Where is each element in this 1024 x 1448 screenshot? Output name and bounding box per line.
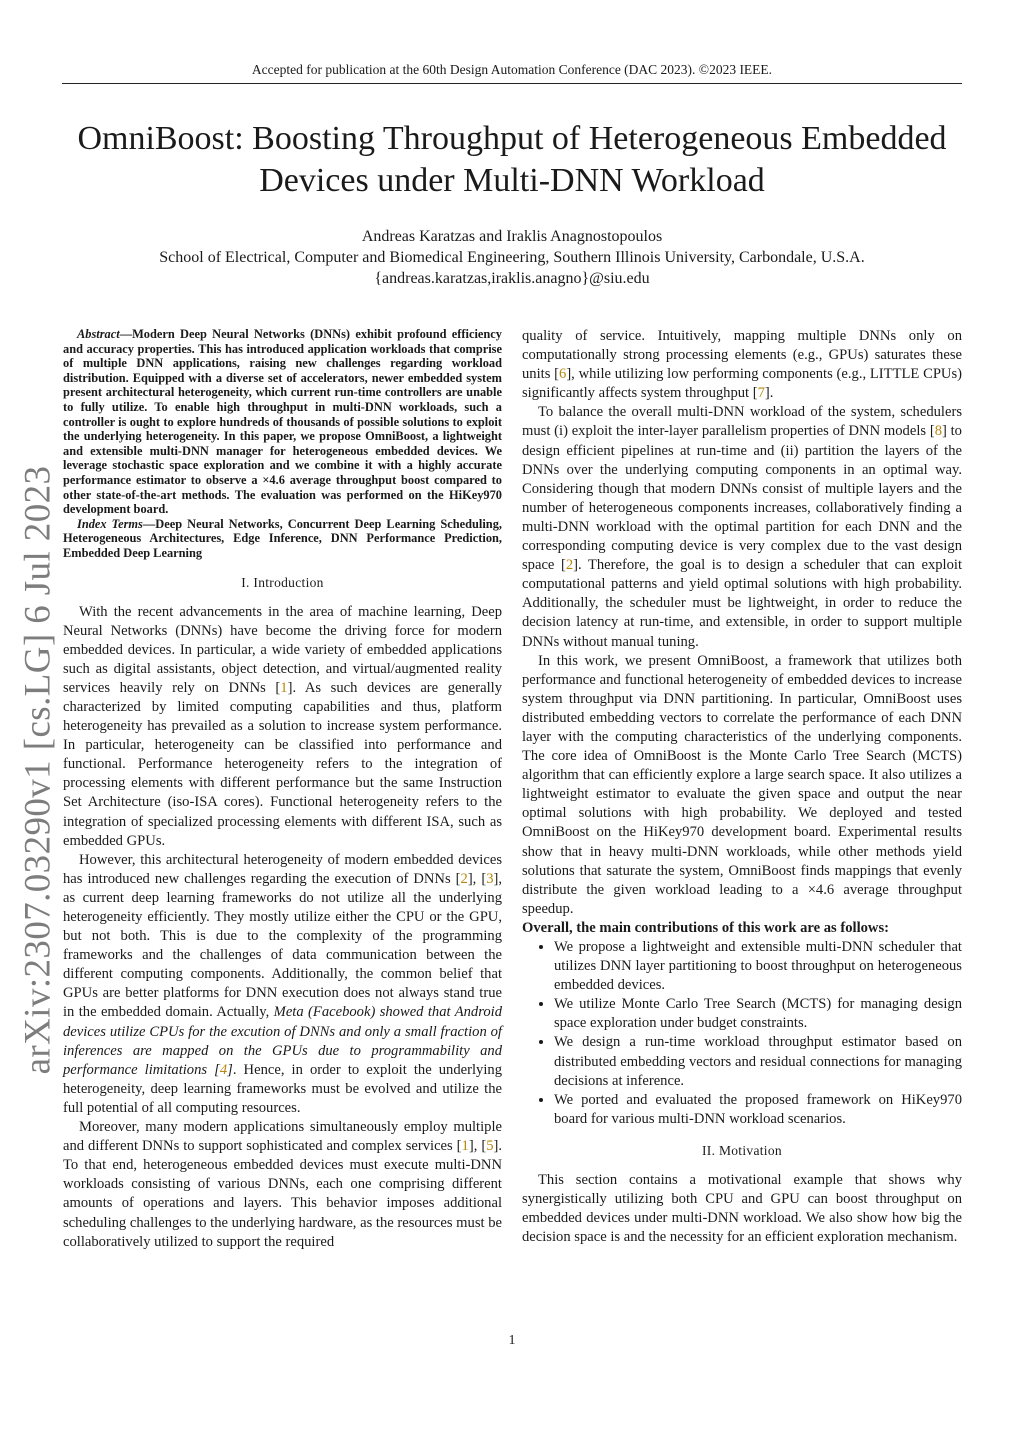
author-email: {andreas.karatzas,iraklis.anagno}@siu.edu bbox=[374, 270, 650, 287]
abstract-label: Abstract bbox=[77, 327, 120, 341]
intro-paragraph-3: Moreover, many modern applications simultaneously employ multiple and different DNNs to support sophisticated and complex services [1], [5]. To that end, heterogeneous embedded devices must execute multi-DNN workloads consisting of various DNNs, each one comprising different amounts of operations and layers. This behavior imposes additional scheduling challenges to the underlying hardware, as the resources must be collaboratively utilized to support the required bbox=[63, 1119, 502, 1250]
abstract-text: —Modern Deep Neural Networks (DNNs) exhibit profound efficiency and accuracy properties. This has introduced application workloads that comprise of multiple DNN applications, raising new challenges regarding workload distribution. Equipped with a diverse set of accelerators, newer embedded system present architectural heterogeneity, which current run-time controllers are unable to fully utilize. To enable high throughput in multi-DNN workloads, such a controller is ought to explore hundreds of thousands of possible solutions to exploit the underlying heterogeneity. In this paper, we propose OmniBoost, a lightweight and extensible multi-DNN manager for heterogeneous embedded devices. We leverage stochastic space exploration and we combine it with a highly accurate performance estimator to observe a ×4.6 average throughput boost compared to other state-of-the-art methods. The evaluation was performed on the HiKey970 development board. bbox=[63, 327, 502, 517]
index-terms bbox=[63, 517, 502, 561]
acceptance-notice: Accepted for publication at the 60th Design Automation Conference (DAC 2023). ©2023 IEEE. bbox=[251, 62, 773, 77]
citation-link[interactable]: 4 bbox=[219, 1061, 228, 1078]
arxiv-stamp bbox=[6, 465, 70, 1075]
citation-link[interactable]: 7 bbox=[757, 385, 765, 402]
contribution-item: • We utilize Monte Carlo Tree Search (MCTS) for managing design space exploration under budget constraints. bbox=[554, 995, 962, 1033]
page-number: 1 bbox=[508, 1333, 516, 1348]
citation-link[interactable]: 2 bbox=[460, 870, 468, 887]
title-line-1: OmniBoost: Boosting Throughput of Heterogeneous Embedded bbox=[77, 120, 947, 157]
citation-link[interactable]: 6 bbox=[559, 366, 567, 383]
citation-link[interactable]: 1 bbox=[461, 1138, 469, 1155]
author-block bbox=[40, 226, 984, 289]
contribution-item: • We design a run-time workload throughput estimator based on distributed embedding vectors and residual connections for managing decisions at inference. bbox=[554, 1033, 962, 1090]
intro-paragraph-4: quality of service. Intuitively, mapping multiple DNNs only on computationally strong processing elements (e.g., GPUs) saturates these units [6], while utilizing low performing components (e.g., LITTLE CPUs) significantly affects system throughput [7]. bbox=[522, 328, 963, 402]
author-names: Andreas Karatzas and Iraklis Anagnostopoulos bbox=[361, 228, 663, 245]
intro-paragraph-1: With the recent advancements in the area of machine learning, Deep Neural Networks (DNNs) have become the driving force for modern embedded devices. In particular, a wide variety of embedded applications such as digital assistants, object detection, and virtual/augmented reality services heavily rely on DNNs [1]. As such devices are generally characterized by limited computing capabilities and thus, platform heterogeneity has prevailed as a solution to increase system performance. In particular, heterogeneity can be classified into performance and functional. Performance heterogeneity refers to the integration of processing elements with different performance but the same Instruction Set Architecture (iso-ISA cores). Functional heterogeneity refers to the integration of specialized processing elements with different ISA, such as embedded GPUs. bbox=[63, 603, 502, 849]
right-column bbox=[522, 327, 962, 1247]
header-rule bbox=[62, 83, 962, 84]
citation-link[interactable]: 1 bbox=[280, 679, 288, 696]
intro-paragraph-6: In this work, we present OmniBoost, a framework that utilizes both performance and functional heterogeneity of embedded devices to increase system throughput via DNN partitioning. In particular, OmniBoost uses distributed embedding vectors to correlate the performance of each DNN layer with the computing characteristics of the underlying components. The core idea of OmniBoost is the Monte Carlo Tree Search (MCTS) algorithm that can efficiently explore a large search space. It also utilizes a lightweight estimator to evaluate the given space and output the near optimal solutions with high probability. We deployed and tested OmniBoost on the HiKey970 development board. Experimental results show that in heavy multi-DNN workloads, while other methods yield solutions that saturate the system, OmniBoost finds mappings that evenly distribute the given workload leading to a ×4.6 average throughput speedup. bbox=[522, 652, 962, 917]
left-column bbox=[63, 327, 502, 1252]
section-heading-motivation: II. Motivation bbox=[702, 1142, 782, 1158]
index-terms-text: —Deep Neural Networks, Concurrent Deep Learning Scheduling, Heterogeneous Architectures, Edge Inference, DNN Performance Prediction, Embedded Deep Learning bbox=[63, 516, 502, 560]
contributions-heading: Overall, the main contributions of this work are as follows: bbox=[522, 919, 889, 936]
citation-link[interactable]: 8 bbox=[934, 423, 942, 440]
intro-paragraph-5: To balance the overall multi-DNN workload of the system, schedulers must (i) exploit the inter-layer parallelism properties of DNN models [8] to design efficient pipelines at run-time and (ii) partition the layers of the DNNs over the underlying computing components in an optimal way. Considering though that modern DNNs consist of multiple layers and the number of heterogeneous components increases, collaboratively finding a multi-DNN workload with the optimal partition for each DNN and the corresponding computing device is very complex due to the vast design space [2]. Therefore, the goal is to design a scheduler that can exploit computational patterns and yield optimal solutions with high probability. Additionally, the scheduler must be lightweight, in order to reduce the decision latency at run-time, and extensible, in order to support multiple DNNs without manual tuning. bbox=[522, 404, 963, 650]
citation-link[interactable]: 2 bbox=[565, 557, 574, 574]
motivation-paragraph-1: This section contains a motivational example that shows why synergistically utilizing both CPU and GPU can boost throughput on embedded devices under multi-DNN workload. We also show how big the decision space is and the necessity for an efficient exploration mechanism. bbox=[522, 1171, 962, 1246]
index-terms-label: Index Terms bbox=[77, 516, 143, 531]
citation-link[interactable]: 5 bbox=[486, 1138, 494, 1155]
author-affiliation: School of Electrical, Computer and Biomedical Engineering, Southern Illinois University, Carbondale, U.S.A. bbox=[159, 249, 865, 266]
contribution-item: • We ported and evaluated the proposed framework on HiKey970 board for various multi-DNN workload scenarios. bbox=[554, 1091, 962, 1129]
contributions-list bbox=[522, 938, 962, 1129]
paper-title bbox=[40, 118, 984, 202]
citation-link[interactable]: 3 bbox=[486, 870, 494, 887]
abstract bbox=[63, 327, 502, 517]
arxiv-id: arXiv:2307.03290v1 [cs.LG] 6 Jul 2023 bbox=[17, 465, 59, 1075]
section-heading-introduction: I. Introduction bbox=[241, 574, 324, 590]
intro-paragraph-2: However, this architectural heterogeneity of modern embedded devices has introduced new challenges regarding the execution of DNNs [2], [3], as current deep learning frameworks do not utilize all the underlying heterogeneity efficiently. They mostly utilize either the CPU or the GPU, but not both. This is due to the complexity of the programming frameworks and the challenges of data communication between the different computing components. Additionally, the common belief that GPUs are better platforms for DNN execution does not always stand true in the embedded domain. Actually, Meta (Facebook) showed that Android devices utilize CPUs for the excution of DNNs and only a small fraction of inferences are mapped on the GPUs due to programmability and performance limitations [4]. Hence, in order to exploit the underlying heterogeneity, deep learning frameworks must be evolved and utilize the full potential of all computing resources. bbox=[63, 851, 502, 1116]
title-line-2: Devices under Multi-DNN Workload bbox=[259, 162, 765, 199]
contribution-item: • We propose a lightweight and extensible multi-DNN scheduler that utilizes DNN layer partitioning to boost throughput on heterogeneous embedded devices. bbox=[554, 938, 962, 995]
